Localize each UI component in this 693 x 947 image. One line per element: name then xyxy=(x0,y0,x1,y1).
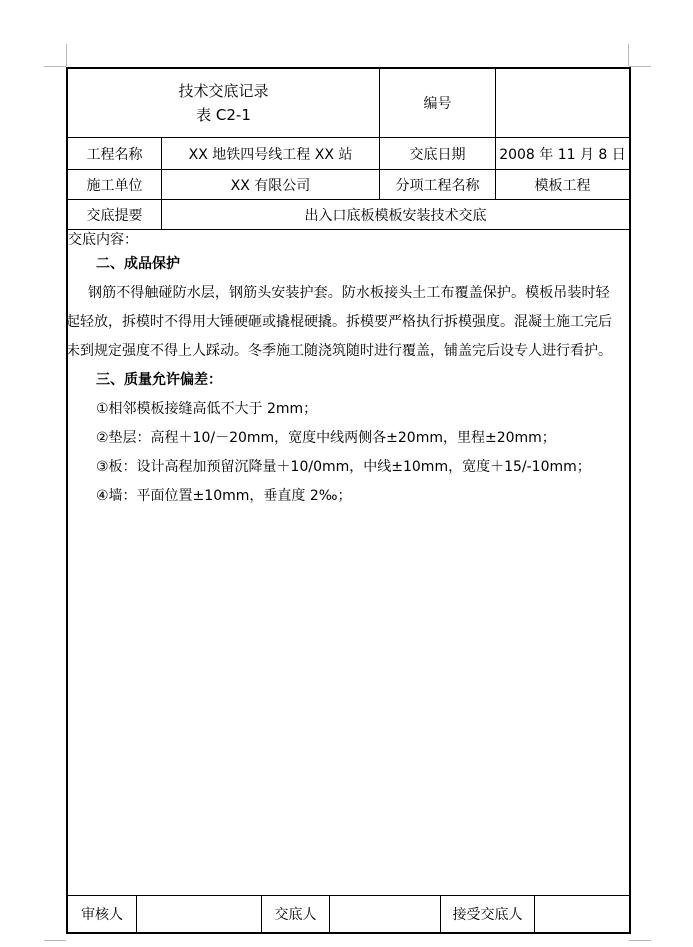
construction-unit-value: XX 有限公司 xyxy=(230,177,311,194)
crop-mark xyxy=(628,44,629,66)
tolerance-item: ①相邻模板接缝高低不大于 2mm； xyxy=(96,401,318,417)
form-title-block xyxy=(68,69,379,137)
discloser-label: 交底人 xyxy=(274,907,317,923)
tolerance-item: ②垫层：高程＋10/－20mm，宽度中线两侧各±20mm，里程±20mm； xyxy=(96,430,556,446)
paragraph-line: 起轻放，拆模时不得用大锤硬砸或撬棍硬撬。拆模要严格执行拆模强度。混凝土施工完后 xyxy=(66,314,612,330)
construction-unit-label: 施工单位 xyxy=(86,177,143,194)
crop-mark xyxy=(66,44,67,66)
form-number: 表 C2-1 xyxy=(196,106,251,124)
reviewer-label: 审核人 xyxy=(81,907,123,923)
project-name-value: XX 地铁四号线工程 XX 站 xyxy=(188,146,353,163)
number-field[interactable] xyxy=(496,69,629,137)
disclosure-form xyxy=(66,67,631,934)
section-heading: 二、成品保护 xyxy=(96,256,180,272)
paragraph-line: 钢筋不得触碰防水层，钢筋头安装护套。防水板接头土工布覆盖保护。模板吊装时轻 xyxy=(88,285,610,301)
disclosure-content xyxy=(68,230,629,511)
crop-mark xyxy=(44,940,66,941)
crop-mark xyxy=(629,940,651,941)
number-label: 编号 xyxy=(423,96,452,112)
summary-value: 出入口底板模板安装技术交底 xyxy=(304,207,487,224)
receiver-label: 接受交底人 xyxy=(452,907,523,923)
tolerance-item: ③板：设计高程加预留沉降量＋10/0mm，中线±10mm，宽度＋15/-10mm； xyxy=(96,459,591,475)
paragraph-line: 未到规定强度不得上人踩动。冬季施工随浇筑随时进行覆盖，铺盖完后设专人进行看护。 xyxy=(66,343,612,359)
receiver-field[interactable] xyxy=(535,896,629,932)
form-title: 技术交底记录 xyxy=(178,82,269,100)
reviewer-field[interactable] xyxy=(137,896,261,932)
sub-project-label: 分项工程名称 xyxy=(395,177,480,194)
summary-label: 交底提要 xyxy=(86,207,143,224)
section-heading: 三、质量允许偏差： xyxy=(96,372,222,388)
date-label: 交底日期 xyxy=(409,146,466,163)
discloser-field[interactable] xyxy=(330,896,440,932)
date-value: 2008 年 11 月 8 日 xyxy=(499,146,626,163)
crop-mark xyxy=(629,66,651,67)
project-name-label: 工程名称 xyxy=(86,146,143,163)
sub-project-value: 模板工程 xyxy=(534,177,591,194)
content-label: 交底内容： xyxy=(68,232,138,248)
crop-mark xyxy=(44,66,66,67)
tolerance-item: ④墙：平面位置±10mm，垂直度 2‰； xyxy=(96,488,352,504)
